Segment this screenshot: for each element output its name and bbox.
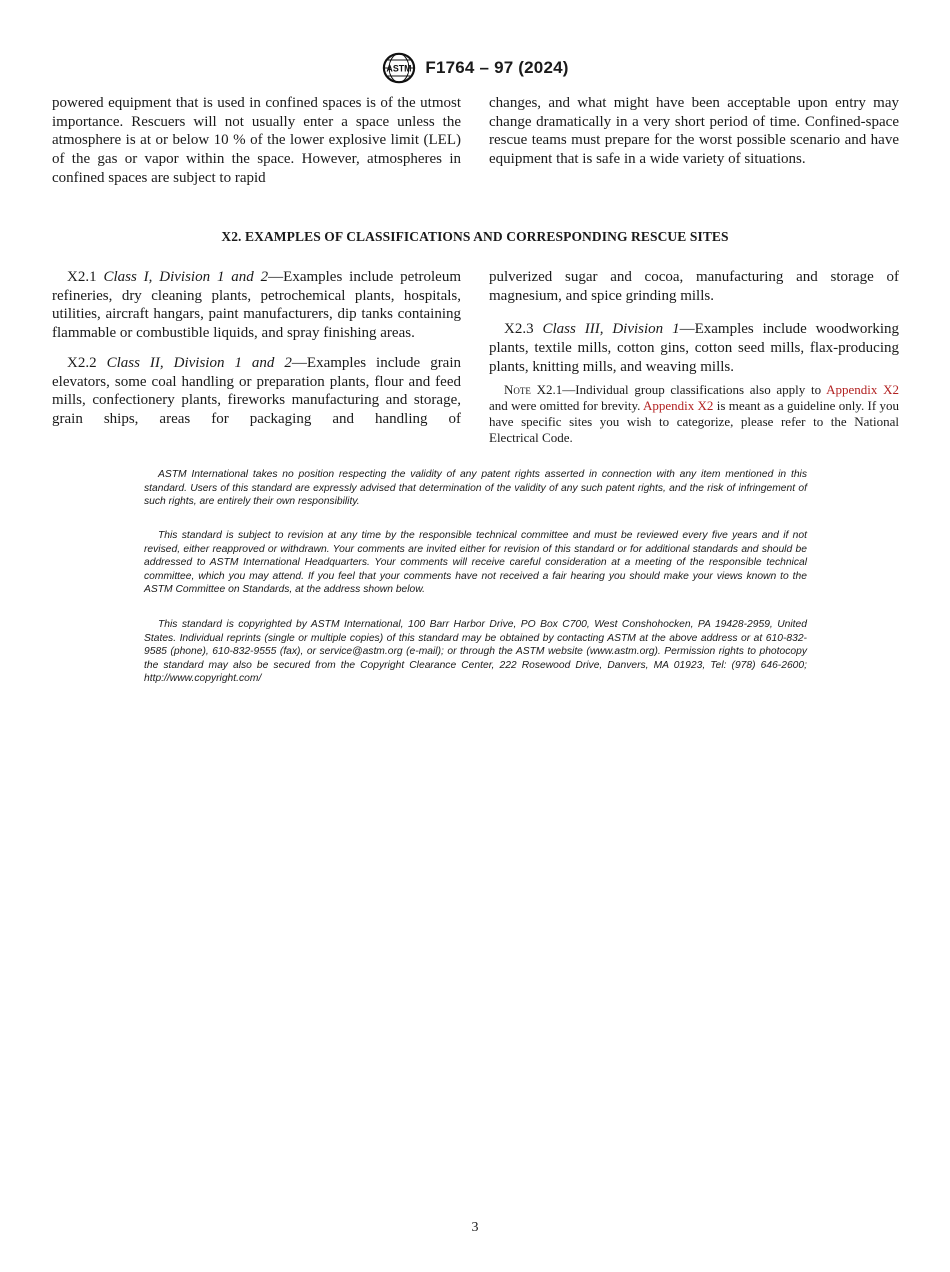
note-text: is meant as a guideline only. If you have specific sites you wish to categorize, please refer to the National Electrical Code. <box>489 397 899 446</box>
paragraph-heading: Class I, Division 1 and 2 <box>103 269 269 285</box>
paragraph-x2-2 <box>52 354 461 429</box>
note-label: Note X2.1 <box>504 381 563 397</box>
left-column <box>52 268 461 429</box>
footer-patent-notice <box>144 468 807 509</box>
paragraph-number: X2.3 <box>504 321 534 338</box>
page-number: 3 <box>471 1220 479 1235</box>
copyright-paragraph: This standard is copyrighted by ASTM International, 100 Barr Harbor Drive, PO Box C700, West Conshohocken, PA 19428-2959, United States. Individual reprints (single or multiple copies) of this standard may be obtained by contacting ASTM at the above address or at 610-832-9585 (phone), 610-832-9555 (fax), or service@astm.org (e-mail); or through the ASTM website (www.astm.org). Permission rights to photocopy the standard may also be secured from the Copyright Clearance Center, 222 Rosewood Drive, Danvers, MA 01923, Tel: (978) 646-2600; http://www.copyright.com/ <box>144 619 807 685</box>
top-left-column <box>52 94 461 188</box>
astm-logo-icon <box>381 52 417 84</box>
paragraph-number: X2.1 <box>67 269 97 285</box>
section-title: X2. EXAMPLES OF CLASSIFICATIONS AND CORRESPONDING RESCUE SITES <box>221 229 729 244</box>
top-right-column <box>489 94 899 169</box>
appendix-x2-link[interactable]: Appendix X2 <box>642 397 714 413</box>
revision-paragraph: This standard is subject to revision at any time by the responsible technical committee and must be reviewed every five years and if not revised, either reapproved or withdrawn. Your comments are invited either for revision of this standard or for additional standards and should be addressed to ASTM International Headquarters. Your comments will receive careful consideration at a meeting of the responsible technical committee, which you may attend. If you feel that your comments have not received a fair hearing you should make your views known to the ASTM Committee on Standards, at the address shown below. <box>144 530 807 596</box>
document-designation: F1764 – 97 (2024) <box>425 58 569 77</box>
paragraph-heading: Class III, Division 1 <box>542 321 680 338</box>
paragraph-number: X2.2 <box>67 354 97 371</box>
footer-copyright-notice <box>144 618 807 686</box>
continued-paragraph-right: changes, and what might have been acceptable upon entry may change dramatically in a very short period of time. Confined-space rescue teams must prepare for the worst possible scenario and have equipment that is safe in a wide variety of situations. <box>489 95 899 168</box>
paragraph-text: —Examples include grain elevators, some coal handling or preparation plants, flour and feed mills, confectionery plants, fireworks manufacturing and storage, grain ships, areas for packaging and handling of <box>52 354 462 427</box>
note-text: —Individual group classifications also apply to <box>562 381 827 397</box>
paragraph-heading: Class II, Division 1 and 2 <box>106 354 292 371</box>
page-header <box>0 52 950 84</box>
note-x2-1 <box>489 382 899 447</box>
paragraph-x2-1 <box>52 268 461 343</box>
footer-revision-notice <box>144 529 807 597</box>
note-text: and were omitted for brevity. <box>489 397 643 413</box>
paragraph-x2-3 <box>489 320 899 376</box>
paragraph-text: —Examples include petroleum refineries, dry cleaning plants, petrochemical plants, hospitals, utilities, aircraft hangars, paint manufacturers, dip tanks containing flammable or combustible liquids, and spray finishing areas. <box>52 269 461 342</box>
patent-paragraph: ASTM International takes no position respecting the validity of any patent rights asserted in connection with any item mentioned in this standard. Users of this standard are expressly advised that determination of the validity of any such patent rights, and the risk of infringement of such rights, are entirely their own responsibility. <box>144 469 807 508</box>
paragraph-text: —Examples include woodworking plants, textile mills, cotton gins, cotton seed mills, flax-producing plants, knitting mills, and weaving mills. <box>489 321 899 375</box>
continued-paragraph-left: powered equipment that is used in confined spaces is of the utmost importance. Rescuers will not usually enter a space unless the atmosphere is at or below 10 % of the lower explosive limit (LEL) of the gas or vapor within the space. However, atmospheres in confined spaces are subject to rapid <box>52 95 461 186</box>
paragraph-x2-2-continuation: pulverized sugar and cocoa, manufacturing and storage of magnesium, and spice grinding mills. <box>489 269 899 304</box>
right-column <box>489 268 899 447</box>
appendix-x2-link[interactable]: Appendix X2 <box>826 381 899 397</box>
logo-text: ASTM <box>386 63 412 74</box>
